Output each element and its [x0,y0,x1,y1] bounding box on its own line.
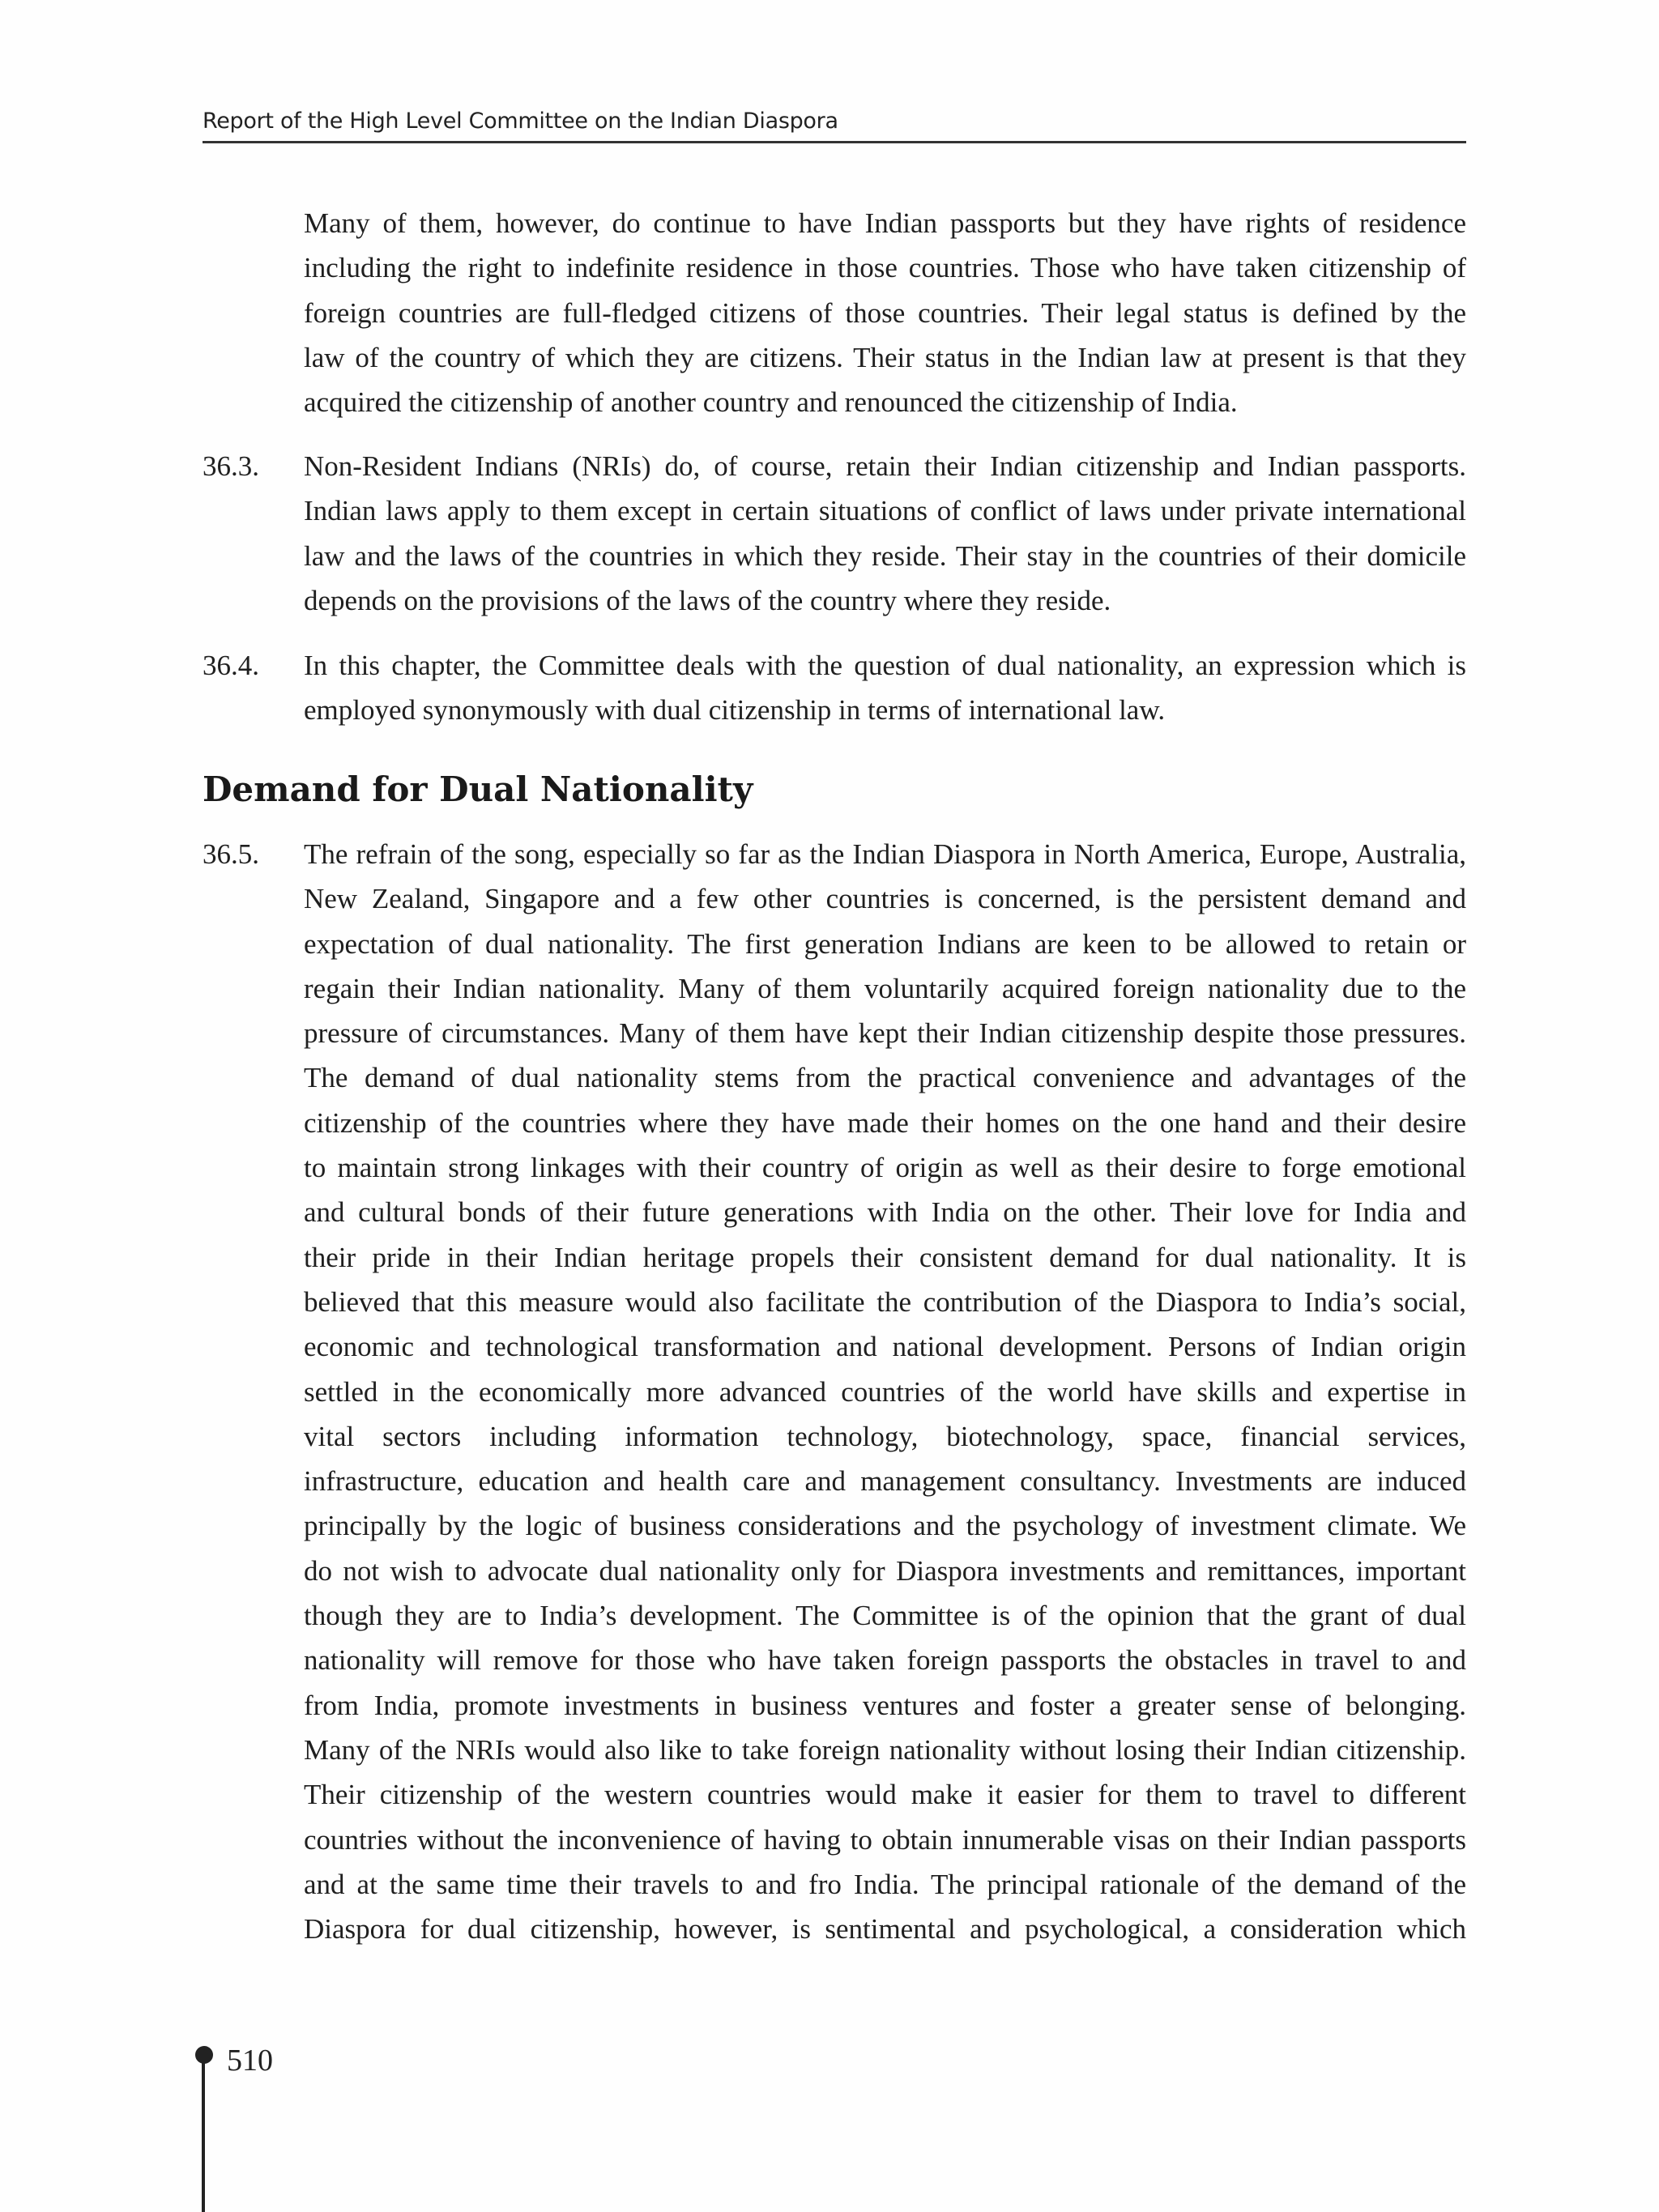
text-line: Non-Resident Indians (NRIs) do, of course, retain their Indian citizenship and Indian passports. [304,450,1466,482]
text-line: infrastructure, education and health care and management consultancy. Investments are induced [304,1465,1466,1498]
text-line: expectation of dual nationality. The first generation Indians are keen to be allowed to retain or [304,927,1466,960]
text-line: do not wish to advocate dual nationality only for Diaspora investments and remittances, important [304,1554,1466,1587]
text-line: and cultural bonds of their future generations with India on the other. Their love for India and [304,1196,1466,1229]
text-line: to maintain strong linkages with their country of origin as well as their desire to forge emotional [304,1152,1466,1184]
text-line: Diaspora for dual citizenship, however, is sentimental and psychological, a consideration which [304,1913,1466,1946]
header-rule [203,141,1466,143]
text-line: vital sectors including information technology, biotechnology, space, financial services, [304,1420,1466,1452]
paragraph-text [304,643,1466,733]
paragraph-text [304,444,1466,623]
text-line: Many of the NRIs would also like to take foreign nationality without losing their Indian citizenship. [304,1733,1466,1766]
text-line: settled in the economically more advanced countries of the world have skills and expertise in [304,1375,1466,1408]
text-line: foreign countries are full-fledged citizens of those countries. Their legal status is defined by the [304,296,1466,329]
paragraph-continuation [203,201,1466,424]
text-line: In this chapter, the Committee deals with the question of dual nationality, an expression which is [304,650,1466,681]
text-line: citizenship of the countries where they have made their homes on the one hand and their desire [304,1106,1466,1139]
text-line: law and the laws of the countries in which they reside. Their stay in the countries of their domicile [304,539,1466,572]
page-number: 510 [227,2044,273,2078]
footer-vertical-rule [202,2057,205,2212]
paragraph-number: 36.3. [203,450,259,482]
paragraph-text [304,832,1466,1951]
text-line: law of the country of which they are citizens. Their status in the Indian law at present is that they [304,341,1466,373]
section-heading: Demand for Dual Nationality [203,769,753,809]
paragraph-text [304,201,1466,424]
text-line: nationality will remove for those who have taken foreign passports the obstacles in travel to and [304,1644,1466,1677]
text-line: and at the same time their travels to and fro India. The principal rationale of the demand of the [304,1868,1466,1900]
text-line: regain their Indian nationality. Many of them voluntarily acquired foreign nationality due to the [304,972,1466,1004]
paragraph-36-5 [203,832,1466,1951]
running-header: Report of the High Level Committee on the Indian Diaspora [203,109,838,134]
text-line: economic and technological transformation and national development. Persons of Indian origin [304,1331,1466,1363]
text-line: including the right to indefinite residence in those countries. Those who have taken citizenship of [304,252,1466,284]
text-line: depends on the provisions of the laws of the country where they reside. [304,584,1111,616]
text-line: from India, promote investments in business ventures and foster a greater sense of belonging. [304,1689,1466,1721]
paragraph-number: 36.5. [203,838,259,870]
text-line: employed synonymously with dual citizenship in terms of international law. [304,694,1166,727]
paragraph-number: 36.4. [203,650,259,681]
text-line: The refrain of the song, especially so far as the Indian Diaspora in North America, Europe, Australia, [304,838,1466,870]
text-line: Their citizenship of the western countries would make it easier for them to travel to different [304,1779,1466,1811]
text-line: their pride in their Indian heritage propels their consistent demand for dual nationality. It is [304,1241,1466,1273]
text-line: Many of them, however, do continue to have Indian passports but they have rights of residence [304,207,1466,239]
text-line: though they are to India’s development. The Committee is of the opinion that the grant of dual [304,1600,1466,1632]
text-line: pressure of circumstances. Many of them have kept their Indian citizenship despite those pressures. [304,1017,1466,1050]
text-line: believed that this measure would also facilitate the contribution of the Diaspora to India’s social, [304,1285,1466,1318]
paragraph-36-4 [203,643,1466,733]
text-line: countries without the inconvenience of having to obtain innumerable visas on their Indian passports [304,1823,1466,1856]
text-line: Indian laws apply to them except in certain situations of conflict of laws under private international [304,495,1466,527]
text-line: principally by the logic of business considerations and the psychology of investment climate. We [304,1510,1466,1542]
text-line: The demand of dual nationality stems from the practical convenience and advantages of the [304,1062,1466,1094]
text-line: acquired the citizenship of another country and renounced the citizenship of India. [304,386,1238,419]
text-line: New Zealand, Singapore and a few other countries is concerned, is the persistent demand and [304,883,1466,915]
paragraph-36-3 [203,444,1466,623]
